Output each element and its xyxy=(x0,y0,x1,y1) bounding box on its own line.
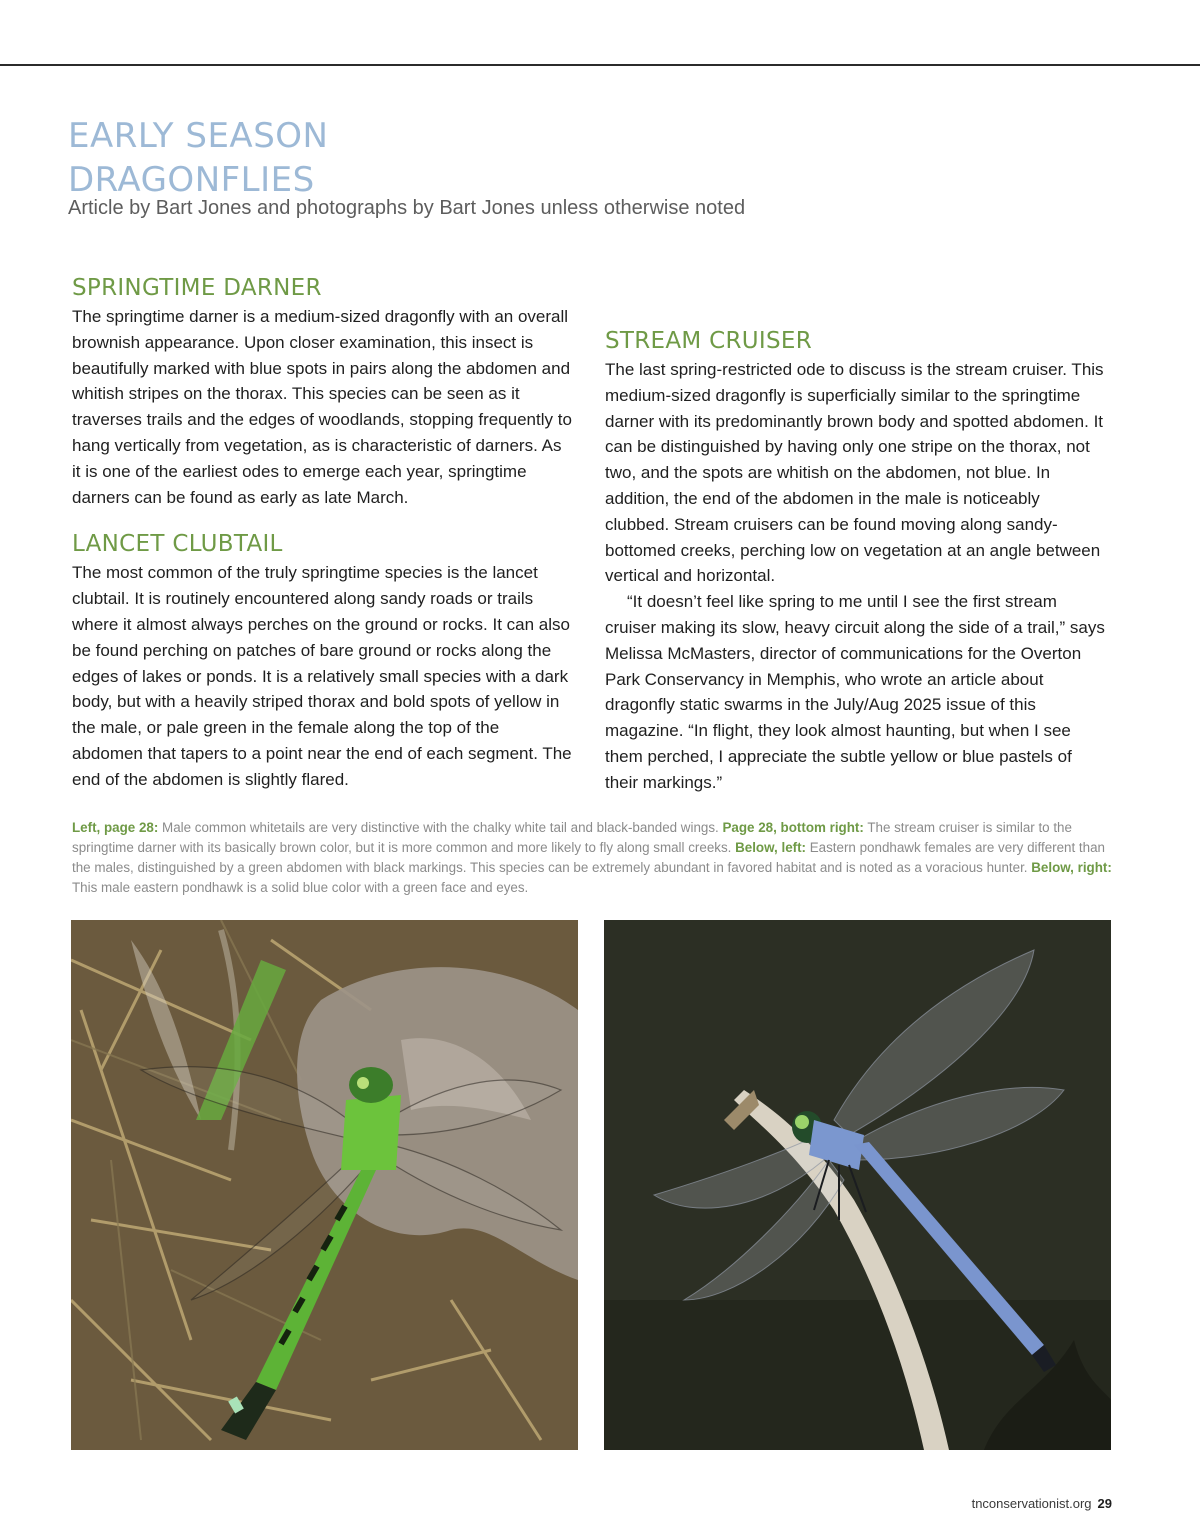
caption-text-page-28-bottom-right: The stream cruiser is similar to the springtime darner with its basically brown color, but it is more common and more likely to fly along small creeks. xyxy=(72,820,1072,855)
caption-label-page-28-bottom-right: Page 28, bottom right: xyxy=(722,820,864,835)
caption-text-left-page-28: Male common whitetails are very distinctive with the chalky white tail and black-banded wings. xyxy=(158,820,723,835)
caption-label-below-left: Below, left: xyxy=(735,840,807,855)
springtime-darner-paragraph: The springtime darner is a medium-sized dragonfly with an overall brownish appearance. Upon closer examination, this insect is beautifully marked with blue spots in pairs along the abdomen and whitish stripes on the thorax. This species can be seen as it traverses trails and the edges of woodlands, stopping frequently to hang vertically from vegetation, as is characteristic of darners. As it is one of the earliest odes to emerge each year, springtime darners can be found as early as late March. xyxy=(72,307,572,507)
caption-text-below-left: Eastern pondhawk females are very different than the males, distinguished by a green abdomen with black markings. This species can be extremely abundant in favored habitat and is noted as a voracious hunter. xyxy=(72,840,1105,875)
stream-cruiser-paragraph-2: “It doesn’t feel like spring to me until I see the first stream cruiser making its slow, heavy circuit along the side of a trail,” says Melissa McMasters, director of communications for the Overton Park Conservancy in Memphis, who wrote an article about dragonfly static swarms in the July/Aug 2025 issue of this magazine. “In flight, they look almost haunting, but when I see them perched, I appreciate the subtle yellow or blue pastels of their markings.” xyxy=(605,592,1105,792)
caption-text-below-right: This male eastern pondhawk is a solid blue color with a green face and eyes. xyxy=(72,880,529,895)
section-heading-springtime-darner: SPRINGTIME DARNER xyxy=(72,275,322,301)
byline: Article by Bart Jones and photographs by Bart Jones unless otherwise noted xyxy=(68,197,746,219)
left-column xyxy=(72,272,572,793)
photo-caption xyxy=(72,818,1112,898)
caption-label-below-right: Below, right: xyxy=(1031,860,1112,875)
section-heading-lancet-clubtail: LANCET CLUBTAIL xyxy=(72,531,283,558)
caption-label-left-page-28: Left, page 28: xyxy=(72,820,159,835)
right-column xyxy=(605,325,1105,796)
lancet-clubtail-paragraph: The most common of the truly springtime species is the lancet clubtail. It is routinely encountered along sandy roads or trails where it almost always perches on the ground or rocks. It can also be found perching on patches of bare ground or rocks along the edges of lakes or ponds. It is a relatively small species with a dark body, but with a heavily striped thorax and bold spots of yellow in the male, or pale green in the female along the top of the abdomen that tapers to a point near the end of each segment. The end of the abdomen is slightly flared. xyxy=(72,563,572,789)
section-heading-stream-cruiser: STREAM CRUISER xyxy=(605,328,813,354)
title-line-2: DRAGONFLIES xyxy=(68,160,315,200)
page-number: 29 xyxy=(1097,1496,1112,1511)
top-rule xyxy=(0,64,1200,66)
title-line-1: EARLY SEASON xyxy=(68,116,329,156)
footer-site: tnconservationist.org xyxy=(971,1496,1092,1511)
page-footer xyxy=(972,1496,1112,1511)
photo-male-eastern-pondhawk xyxy=(604,920,1111,1450)
stream-cruiser-paragraph-1: The last spring-restricted ode to discuss is the stream cruiser. This medium-sized dragonfly is superficially similar to the springtime darner with its predominantly brown body and spotted abdomen. It can be distinguished by having only one stripe on the thorax, not two, and the spots are whitish on the abdomen, not blue. In addition, the end of the abdomen in the male is noticeably clubbed. Stream cruisers can be found moving along sandy-bottomed creeks, perching low on vegetation at an angle between vertical and horizontal. xyxy=(605,360,1104,586)
article-title xyxy=(68,114,568,202)
photo-female-eastern-pondhawk xyxy=(71,920,578,1450)
